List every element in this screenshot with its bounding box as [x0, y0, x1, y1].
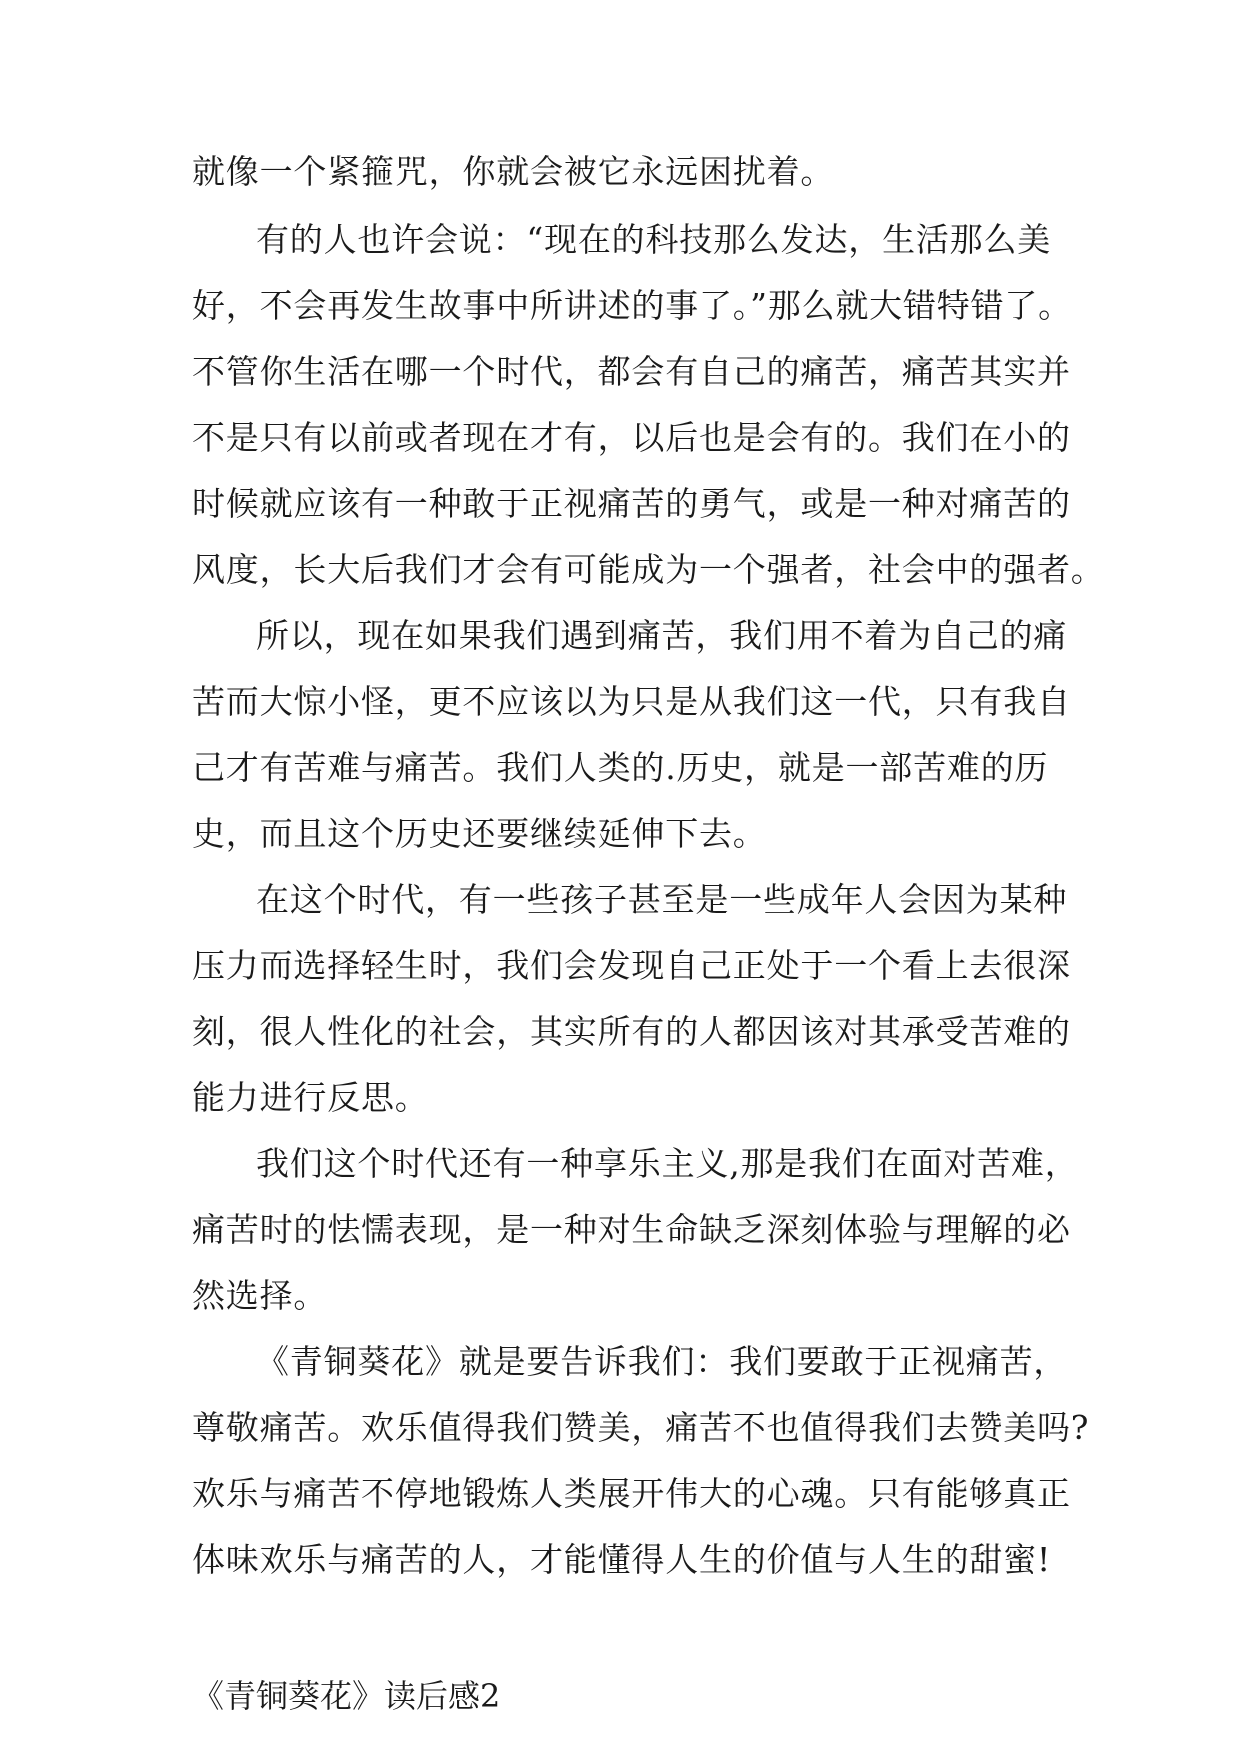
text-line: 时候就应该有一种敢于正视痛苦的勇气，或是一种对痛苦的 [192, 484, 1071, 523]
text-line: 史，而且这个历史还要继续延伸下去。 [192, 814, 767, 853]
text-line: 压力而选择轻生时，我们会发现自己正处于一个看上去很深 [192, 946, 1071, 985]
text-line: 己才有苦难与痛苦。我们人类的.历史，就是一部苦难的历 [192, 748, 1049, 787]
text-line: 就像一个紧箍咒，你就会被它永远困扰着。 [192, 152, 835, 191]
text-line: 尊敬痛苦。欢乐值得我们赞美，痛苦不也值得我们去赞美吗? [192, 1408, 1090, 1447]
text-line: 所以，现在如果我们遇到痛苦，我们用不着为自己的痛 [256, 616, 1068, 655]
text-line: 体味欢乐与痛苦的人，才能懂得人生的价值与人生的甜蜜! [192, 1540, 1052, 1579]
text-line: 刻，很人性化的社会，其实所有的人都因该对其承受苦难的 [192, 1012, 1071, 1051]
text-line: 然选择。 [192, 1276, 328, 1315]
text-line: 不管你生活在哪一个时代，都会有自己的痛苦，痛苦其实并 [192, 352, 1071, 391]
text-line: 我们这个时代还有一种享乐主义,那是我们在面对苦难， [256, 1144, 1079, 1183]
text-line: 不是只有以前或者现在才有，以后也是会有的。我们在小的 [192, 418, 1071, 457]
text-line: 《青铜葵花》就是要告诉我们：我们要敢于正视痛苦， [256, 1342, 1068, 1381]
text-line: 欢乐与痛苦不停地锻炼人类展开伟大的心魂。只有能够真正 [192, 1474, 1071, 1513]
section-heading: 《青铜葵花》读后感2 [192, 1677, 501, 1715]
text-line: 风度，长大后我们才会有可能成为一个强者，社会中的强者。 [192, 550, 1105, 589]
text-line: 苦而大惊小怪，更不应该以为只是从我们这一代，只有我自 [192, 682, 1071, 721]
text-line: 好，不会再发生故事中所讲述的事了。”那么就大错特错了。 [192, 286, 1072, 325]
text-line: 有的人也许会说：“现在的科技那么发达，生活那么美 [256, 220, 1052, 259]
text-line: 能力进行反思。 [192, 1078, 429, 1117]
text-line: 痛苦时的怯懦表现，是一种对生命缺乏深刻体验与理解的必 [192, 1210, 1071, 1249]
text-line: 在这个时代，有一些孩子甚至是一些成年人会因为某种 [256, 880, 1068, 919]
